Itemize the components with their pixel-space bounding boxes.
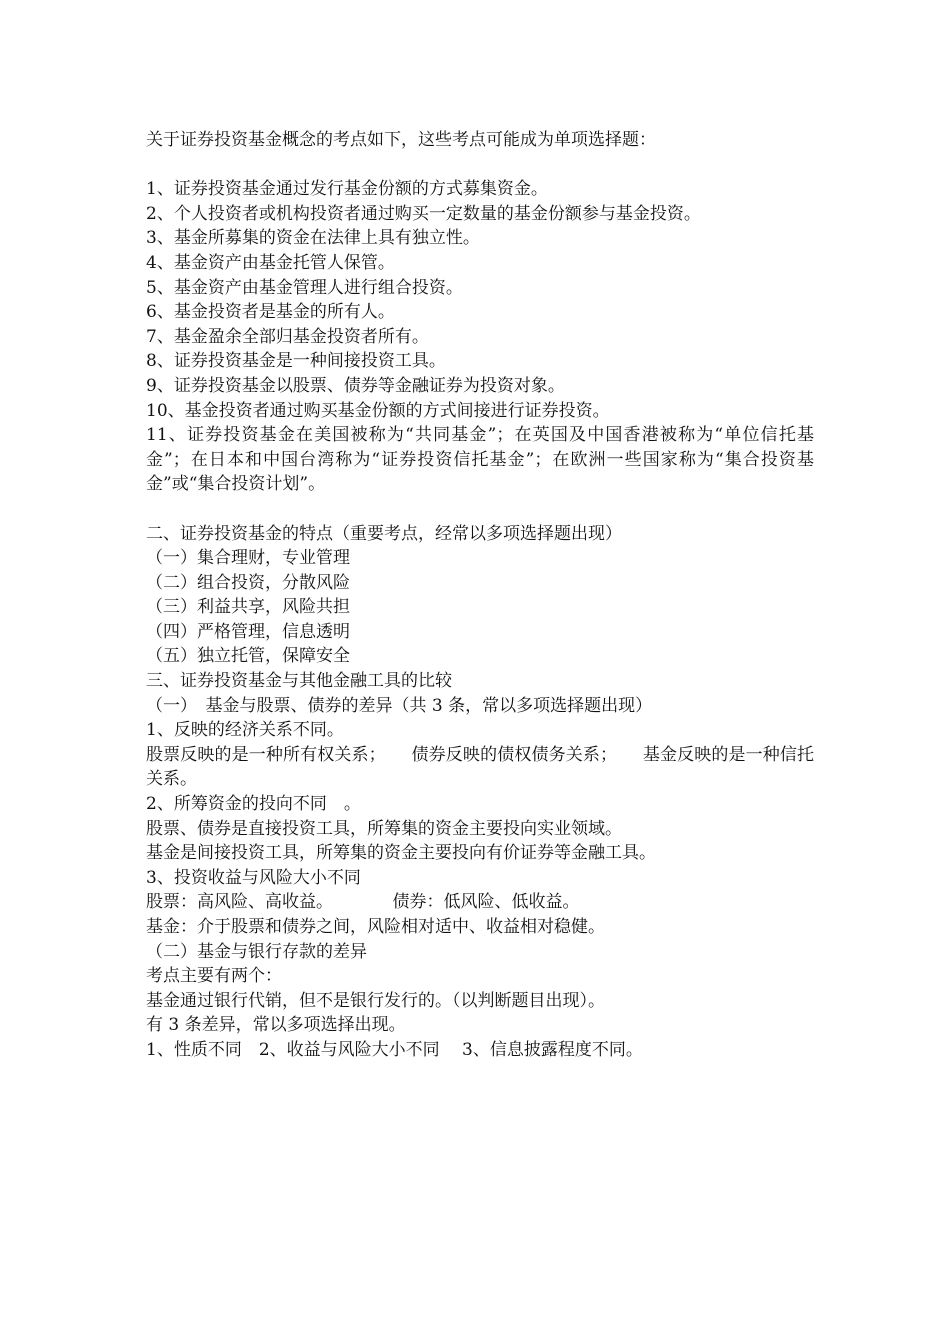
section3-sub1-title: （一） 基金与股票、债券的差异（共 3 条，常以多项选择题出现） [146, 695, 653, 716]
section3-title: 三、证券投资基金与其他金融工具的比较 [146, 671, 452, 692]
concept-point-7: 7、基金盈余全部归基金投资者所有。 [146, 326, 429, 347]
diff1-title: 1、反映的经济关系不同。 [146, 720, 344, 741]
blank-line [146, 497, 814, 522]
section2-item-2: （二）组合投资，分散风险 [146, 572, 350, 593]
concept-point-6: 6、基金投资者是基金的所有人。 [146, 302, 395, 323]
diff2-title: 2、所筹资金的投向不同 。 [146, 794, 361, 815]
section3-sub2-title: （二）基金与银行存款的差异 [146, 941, 367, 962]
concept-point-8: 8、证券投资基金是一种间接投资工具。 [146, 351, 446, 372]
diff3-title: 3、投资收益与风险大小不同 [146, 867, 361, 888]
concept-point-2: 2、个人投资者或机构投资者通过购买一定数量的基金份额参与基金投资。 [146, 203, 701, 224]
diff2-line-2: 基金是间接投资工具，所筹集的资金主要投向有价证券等金融工具。 [146, 843, 656, 864]
intro-text: 关于证券投资基金概念的考点如下，这些考点可能成为单项选择题： [146, 130, 656, 150]
sub2-line-1: 考点主要有两个： [146, 966, 282, 987]
document-page [146, 128, 814, 1063]
concept-point-10: 10、基金投资者通过购买基金份额的方式间接进行证券投资。 [146, 400, 610, 421]
section2-item-4: （四）严格管理，信息透明 [146, 621, 350, 642]
section2-item-5: （五）独立托管，保障安全 [146, 646, 350, 667]
section2-item-1: （一）集合理财，专业管理 [146, 548, 350, 569]
concept-point-3: 3、基金所募集的资金在法律上具有独立性。 [146, 228, 480, 249]
diff3-line-1: 股票：高风险、高收益。 债券：低风险、低收益。 [146, 892, 580, 913]
section2-title: 二、证券投资基金的特点（重要考点，经常以多项选择题出现） [146, 523, 622, 544]
sub2-line-4: 1、性质不同 2、收益与风险大小不同 3、信息披露程度不同。 [146, 1039, 643, 1060]
diff1-text: 股票反映的是一种所有权关系； 债券反映的债权债务关系； 基金反映的是一种信托关系。 [146, 744, 814, 790]
diff3-line-2: 基金：介于股票和债券之间，风险相对适中、收益相对稳健。 [146, 917, 605, 937]
diff2-line-1: 股票、债券是直接投资工具，所筹集的资金主要投向实业领域。 [146, 818, 622, 839]
concept-point-9: 9、证券投资基金以股票、债券等金融证券为投资对象。 [146, 375, 565, 396]
concept-point-5: 5、基金资产由基金管理人进行组合投资。 [146, 277, 463, 298]
sub2-line-3: 有 3 条差异，常以多项选择出现。 [146, 1015, 406, 1036]
concept-point-1: 1、证券投资基金通过发行基金份额的方式募集资金。 [146, 179, 548, 200]
sub2-line-2: 基金通过银行代销，但不是银行发行的。（以判断题目出现）。 [146, 990, 605, 1011]
concept-point-11: 11、证券投资基金在美国被称为“共同基金”；在英国及中国香港被称为“单位信托基金”；在日本和中国台湾称为“证券投资信托基金”；在欧洲一些国家称为“集合投资基金”或“集合投资计划”。 [146, 425, 814, 495]
section2-item-3: （三）利益共享，风险共担 [146, 597, 350, 618]
blank-line [146, 153, 814, 178]
concept-point-4: 4、基金资产由基金托管人保管。 [146, 252, 395, 273]
